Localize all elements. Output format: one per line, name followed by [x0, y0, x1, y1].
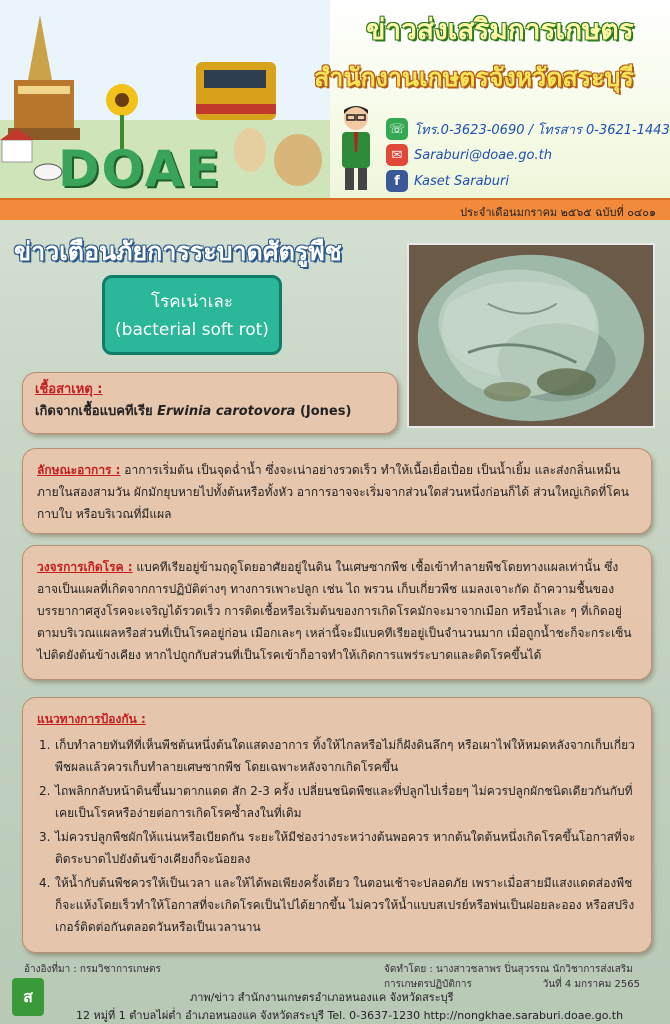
warning-title: ข่าวเตือนภัยการระบาดศัตรูพืช [14, 237, 342, 266]
list-item: 4. ให้น้ำกับต้นพืชควรให้เป็นเวลา และให้ได้พอเพียงครั้งเดียว ในตอนเช้าจะปลอดภัย เพราะเมื่อสายมีแสงแดดส่องพืชก็จะแห้งโดยเร็วทำให้โอกาสที่จะเกิดโรคเป็นไปได้ยากขึ้น ไม่ควรให้น้ำแบบสเปรย์หรือพ่นเป็นฝอยละออง หรือสปริงเกอร์ติดต่อกันตลอดวันหรือเป็นเวลานาน [39, 876, 635, 934]
issue-bar [0, 198, 670, 220]
prevention-panel [22, 697, 652, 953]
prevention-list [39, 734, 637, 938]
office-title: สำนักงานเกษตรจังหวัดสระบุรี [314, 63, 634, 92]
site-title: ข่าวส่งเสริมการเกษตร [366, 13, 634, 46]
facebook-contact[interactable] [386, 170, 509, 192]
office-logo-icon: ส [12, 978, 44, 1016]
list-item: 3. ไม่ควรปลูกพืชผักให้แน่นหรือเบียดกัน ระยะให้มีช่องว่างระหว่างต้นพอควร หากต้นใดต้นหนึ่งเกิดโรคขึ้นโอกาสที่จะติดระบาดไปยังต้นข้างเคียงก็จะน้อยลง [39, 830, 636, 866]
officer-illustration [334, 102, 378, 192]
phone-contact [386, 118, 670, 140]
prevention-heading: แนวทางการป้องกัน : [37, 712, 146, 726]
list-item: 2. ไถพลิกกลับหน้าดินขึ้นมาตากแดด สัก 2-3 ครั้ง เปลี่ยนชนิดพืชและที่ปลูกไปเรื่อยๆ ไม่ควรปลูกผักชนิดเดียวกันกับที่เคยเป็นโรคหรือง่ายต่อการเกิดโรคซ้ำลงในที่เดิม [39, 784, 633, 820]
email-text[interactable]: Saraburi@doae.go.th [414, 147, 552, 163]
address-text: 12 หมู่ที่ 1 ตำบลไผ่ต่ำ อำเภอหนองแค จังหวัดสระบุรี Tel. 0-3637-1230 http://nongkhae.saraburi.doae.go.th [76, 1009, 624, 1022]
reference-text: อ้างอิงที่มา : กรมวิชาการเกษตร [24, 964, 161, 975]
disease-name-box [102, 275, 282, 355]
doae-logo: DOAE [58, 140, 222, 198]
date-text: วันที่ 4 มกราคม 2565 [542, 979, 640, 990]
phone-text: โทร.0-3623-0690 / โทรสาร 0-3621-1443 [414, 122, 670, 138]
disease-name-en: (bacterial soft rot) [115, 320, 269, 340]
cycle-text: แบคทีเรียอยู่ข้ามฤดูโดยอาศัยอยู่ในดิน ในเศษซากพืช เชื้อเข้าทำลายพืชโดยทางแผลเท่านั้น ซึ่งอาจเป็นแผลที่เกิดจากการปฏิบัติต่างๆ ทางการเพาะปลูก เช่น ไถ พรวน เก็บเกี่ยวพืช แมลงเจาะกัด ถ้าความชื้นของบรรยากาศสูงโรคจะเจริญได้รวดเร็ว การติดเชื้อหรือเริ่มต้นของการเกิดโรคมักจะมาจากเมือก หรือน้ำเละ ๆ ที่เกิดอยู่ตามบริเวณแผลหรือส่วนที่เป็นโรคอยู่ก่อน เมือกเละๆ เหล่านี้จะมีแบคทีเรียอยู่เป็นจำนวนมาก เมื่อถูกน้ำชะก็จะกระเซ็นไปติดยังต้นข้างเคียง หากไปถูกกับส่วนที่เป็นโรคเข้าก็อาจทำให้เกิดการแพร่ระบาดและติดโรคขึ้นได้ [37, 560, 632, 662]
page-footer [0, 988, 670, 1024]
prepared-by-text: จัดทำโดย : นางสาวชลาพร ปิ่นสุวรรณ นักวิชาการส่งเสริมการเกษตรปฏิบัติการ [384, 964, 633, 990]
phone-icon: ☏ [386, 118, 408, 140]
disease-name-th: โรคเน่าเละ [151, 292, 233, 312]
issue-text: ประจำเดือนมกราคม ๒๕๖๕ ฉบับที่ ๐๔๐๑ [460, 206, 656, 219]
email-contact[interactable] [386, 144, 552, 166]
facebook-text[interactable]: Kaset Saraburi [414, 173, 510, 189]
diseased-cabbage-photo [407, 243, 655, 428]
cycle-heading: วงจรการเกิดโรค : [37, 560, 133, 574]
symptom-heading: ลักษณะอาการ : [37, 463, 121, 477]
cause-panel [22, 372, 398, 434]
mail-icon: ✉ [386, 144, 408, 166]
symptom-panel [22, 448, 652, 534]
credit-text: ภาพ/ข่าว สำนักงานเกษตรอำเภอหนองแค จังหวัดสระบุรี [190, 991, 454, 1004]
cause-text: เกิดจากเชื้อแบคทีเรีย Erwinia carotovora (Jones) [35, 404, 352, 419]
pathogen-species: Erwinia carotovora [157, 404, 296, 419]
cause-heading: เชื้อสาเหตุ : [35, 382, 103, 397]
list-item: 1. เก็บทำลายทันทีที่เห็นพืชต้นหนึ่งต้นใดแสดงอาการ ทิ้งให้ไกลหรือไม่ก็ฝังดินลึกๆ หรือเผาไฟให้หมดหลังจากเก็บเกี่ยวพืชผลแล้วควรเก็บทำลายเศษซากพืช โดยเฉพาะหลังจากเกิดโรคขึ้น [39, 738, 635, 774]
page-header [0, 0, 670, 198]
symptom-text: อาการเริ่มต้น เป็นจุดฉ่ำน้ำ ซึ่งจะเน่าอย่างรวดเร็ว ทำให้เนื้อเยื่อเปื่อย เป็นน้ำเยิ้ม และส่งกลิ่นเหม็นภายในสองสามวัน ผักมักยุบหายไปทั้งต้นหรือทั้งหัว อาการอาจจะเริ่มจากส่วนใดส่วนหนึ่งก่อนก็ได้ ส่วนใหญ่เกิดที่โคนกาบใบ หรือบริเวณที่มีแผล [37, 463, 629, 521]
facebook-icon: f [386, 170, 408, 192]
disease-cycle-panel [22, 545, 652, 680]
